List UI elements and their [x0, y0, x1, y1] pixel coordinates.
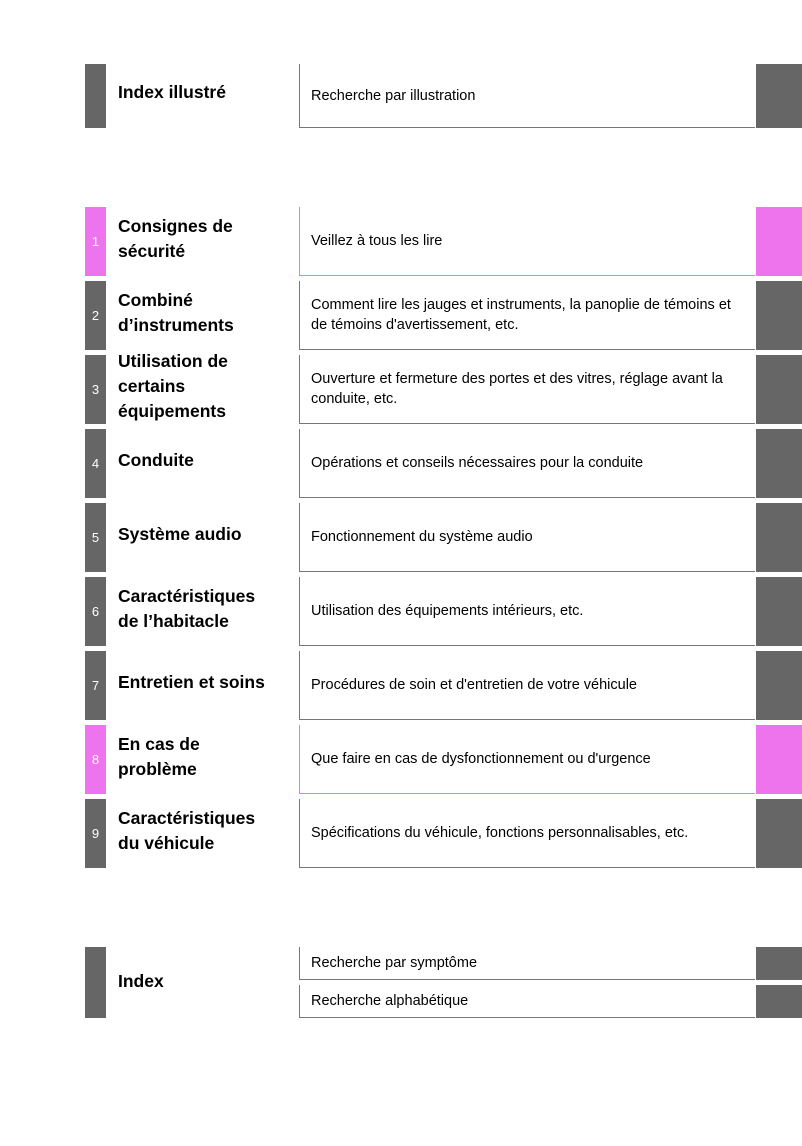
chapter-number-tab: 4 [85, 429, 106, 498]
chapter-description[interactable]: Spécifications du véhicule, fonctions personnalisables, etc. [299, 799, 755, 868]
index-section [0, 947, 802, 1019]
chapter-number-tab: 6 [85, 577, 106, 646]
chapter-title: Combiné d’instruments [118, 289, 234, 335]
chapter-row[interactable] [0, 725, 802, 794]
chapter-edge-tab[interactable] [756, 725, 802, 794]
chapter-title: En cas de problème [118, 733, 200, 779]
alphabetical-search-link[interactable]: Recherche alphabétique [299, 985, 755, 1018]
chapter-title: Caractéristiques de l’habitacle [118, 585, 256, 631]
chapter-title: Caractéristiques du véhicule [118, 807, 256, 853]
chapter-edge-tab[interactable] [756, 281, 802, 350]
chapter-row[interactable] [0, 651, 802, 720]
index-title: Index [118, 970, 164, 991]
alphabetical-search-edge-tab[interactable] [756, 985, 802, 1018]
chapter-title: Conduite [118, 450, 194, 470]
chapter-description[interactable]: Fonctionnement du système audio [299, 503, 755, 572]
illustrated-index-section[interactable] [0, 64, 802, 128]
chapter-title: Utilisation de certains équipements [118, 351, 228, 421]
chapter-row[interactable] [0, 281, 802, 350]
chapter-title: Entretien et soins [118, 672, 265, 692]
chapter-description[interactable]: Comment lire les jauges et instruments, la panoplie de témoins et de témoins d'avertissement, etc. [299, 281, 755, 350]
chapter-number-tab: 2 [85, 281, 106, 350]
chapter-number-tab: 9 [85, 799, 106, 868]
chapter-title: Système audio [118, 524, 242, 544]
illustrated-index-tab [85, 64, 106, 128]
chapter-edge-tab[interactable] [756, 429, 802, 498]
chapter-edge-tab[interactable] [756, 207, 802, 276]
chapter-number-tab: 3 [85, 355, 106, 424]
chapter-description[interactable]: Que faire en cas de dysfonctionnement ou d'urgence [299, 725, 755, 794]
chapter-row[interactable] [0, 503, 802, 572]
chapter-number-tab: 8 [85, 725, 106, 794]
illustrated-index-title: Index illustré [118, 81, 226, 102]
illustrated-index-description[interactable]: Recherche par illustration [299, 64, 755, 128]
chapter-description[interactable]: Ouverture et fermeture des portes et des vitres, réglage avant la conduite, etc. [299, 355, 755, 424]
chapter-edge-tab[interactable] [756, 651, 802, 720]
chapter-edge-tab[interactable] [756, 355, 802, 424]
chapter-row[interactable] [0, 429, 802, 498]
chapter-description[interactable]: Opérations et conseils nécessaires pour la conduite [299, 429, 755, 498]
chapter-number-tab: 1 [85, 207, 106, 276]
chapter-description[interactable]: Veillez à tous les lire [299, 207, 755, 276]
symptom-search-edge-tab[interactable] [756, 947, 802, 980]
chapter-edge-tab[interactable] [756, 799, 802, 868]
chapter-description[interactable]: Procédures de soin et d'entretien de votre véhicule [299, 651, 755, 720]
chapter-number-tab: 7 [85, 651, 106, 720]
chapter-row[interactable] [0, 577, 802, 646]
chapter-title: Consignes de sécurité [118, 215, 233, 261]
chapter-row[interactable] [0, 207, 802, 276]
chapter-number-tab: 5 [85, 503, 106, 572]
chapter-description[interactable]: Utilisation des équipements intérieurs, etc. [299, 577, 755, 646]
chapter-row[interactable] [0, 351, 802, 424]
symptom-search-link[interactable]: Recherche par symptôme [299, 947, 755, 980]
chapter-edge-tab[interactable] [756, 503, 802, 572]
chapter-edge-tab[interactable] [756, 577, 802, 646]
illustrated-index-edge-tab[interactable] [756, 64, 802, 128]
index-tab [85, 947, 106, 1018]
chapter-row[interactable] [0, 799, 802, 868]
